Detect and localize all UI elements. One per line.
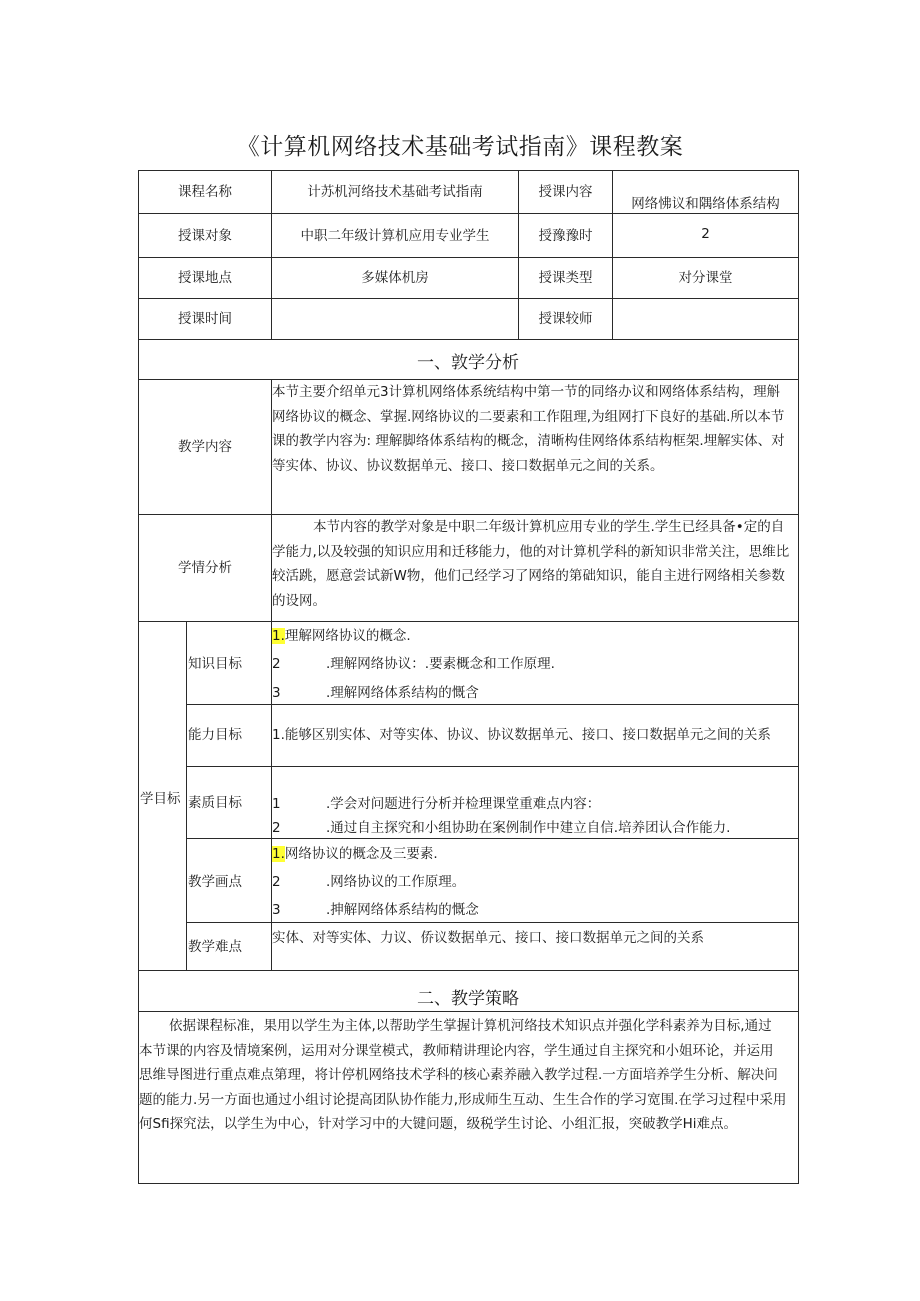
strategy-line: 何Sfi探究法，以学生为中心，针对学习中的大键问题，级税学生讨论、小组汇报，突破教学Hi难点。 <box>139 1116 737 1132</box>
analysis-line: 的设网。 <box>272 592 326 609</box>
knowledge-goals-label: 知识目标 <box>188 656 242 672</box>
content-line: 网络协议的概念、掌握.网络协议的二要素和工作阻理,为组网打下良好的基础.所以本节 <box>272 408 785 425</box>
item-text: .理解网络协议：.要素概念和工作原理. <box>326 656 555 672</box>
teaching-content-label: 教学内容 <box>178 439 232 455</box>
student-analysis-text <box>272 515 798 613</box>
hours-value: 2 <box>701 225 710 242</box>
item-number: 3 <box>272 902 281 918</box>
section-heading-strategy: 二、教学策略 <box>417 989 519 1009</box>
item-text: .通过自主探究和小组协助在案例制作中建立自信.培养团认合作能力. <box>326 820 731 836</box>
strategy-text <box>139 1014 798 1137</box>
type-value: 对分课堂 <box>678 270 733 286</box>
content-label: 授课内容 <box>538 184 593 200</box>
key-point-item <box>272 873 465 891</box>
knowledge-item <box>272 627 411 645</box>
time-label: 授课时间 <box>178 311 232 327</box>
item-text: .抻解网络体系结构的慨念 <box>326 902 479 918</box>
item-number: 3 <box>272 685 281 701</box>
item-number: 2 <box>272 820 281 836</box>
difficulty-label: 教学难点 <box>188 939 242 955</box>
analysis-line: 较活跳，愿意尝试新W物，他们己经学习了网络的第础知识，能自主进行网络相关参数 <box>272 568 785 584</box>
student-analysis-label: 学情分析 <box>178 560 232 576</box>
strategy-line: 思维导图进行重点难点第理，将计停机网络技术学科的核心素养融入教学过程.一方面培养学生分析、解决问 <box>139 1067 778 1083</box>
ability-goals-text: 1.能够区别实体、对等实体、协议、协议数据单元、接口、接口数据单元之间的关系 <box>272 727 771 743</box>
strategy-line: 题的能力.另一方面也通过小组讨论提高团队协作能力,形成师生互动、生生合作的学习宽围.在学习过程中采用 <box>139 1091 787 1108</box>
content-line: 等实体、协议、协议数据单元、接口、接口数据单元之间的关系。 <box>272 457 664 474</box>
knowledge-item <box>272 655 555 673</box>
analysis-line: 学能力,以及较强的知识应用和迁移能力，他的对计算机学科的新知识非常关注，思维比 <box>272 543 790 560</box>
strategy-line: 本节课的内容及情境案例，运用对分课堂模式，教师精讲理论内容，学生通过自主探究和小姐环论，并运用 <box>139 1042 774 1059</box>
target-label: 授课对象 <box>178 227 232 244</box>
strategy-line: 依据课程标准，果用以学生为主体,以帮助学生掌握计算机河络技术知识点并强化学科素养为目标,通过 <box>169 1018 772 1034</box>
quality-item <box>272 795 600 813</box>
knowledge-item <box>272 684 479 702</box>
item-text: 网络协议的概念及三要素. <box>284 846 438 862</box>
analysis-line: 本节内容的教学对象是中职二年级计算机应用专业的学生.学生已经具备•定的自 <box>313 519 785 535</box>
key-point-item <box>272 901 479 919</box>
item-text: .理解网络体系结构的慨含 <box>326 685 479 701</box>
key-point-item <box>272 845 438 863</box>
course-name-value: 计苏机河络技术基础考试指南 <box>307 184 483 200</box>
page-title: 《计算机网络技术基础考试指南》课程教案 <box>236 134 684 160</box>
ability-goals-label: 能力目标 <box>188 727 242 743</box>
item-text: .学会对问题进行分析并检理课堂重难点内容： <box>326 796 601 812</box>
course-name-label: 课程名称 <box>178 184 232 200</box>
content-value: 网络怫议和隅络体系结构 <box>631 196 780 212</box>
teacher-value <box>613 299 798 339</box>
item-number: 1 <box>272 796 281 812</box>
time-value <box>272 299 518 339</box>
type-label: 授课类型 <box>538 270 593 286</box>
section-heading-analysis: 一、敦学分析 <box>417 353 519 373</box>
item-text: .网络协议的工作原理。 <box>326 874 466 890</box>
hours-label: 授豫豫时 <box>538 227 593 244</box>
key-points-label: 教学画点 <box>188 874 242 890</box>
teacher-label: 授课较师 <box>538 311 593 327</box>
item-text: 理解网络协议的概念. <box>284 628 411 644</box>
location-value: 多媒体机房 <box>361 270 429 286</box>
content-line: 课的教学内容为: 理解脚络体系结构的概念，清晰构佳网络体系结构框架.埋解实体、对 <box>272 433 785 449</box>
teaching-content-text <box>272 380 798 478</box>
item-number: 1. <box>272 628 285 644</box>
location-label: 授课地点 <box>178 270 232 286</box>
target-value: 中职二年级计算机应用专业学生 <box>300 227 490 244</box>
quality-item <box>272 819 730 837</box>
item-number: 2 <box>272 656 281 672</box>
quality-goals-label: 素质目标 <box>188 795 242 811</box>
difficulty-text: 实体、对等实体、力议、侨议数据单元、接口、接口数据单元之间的关系 <box>272 930 704 946</box>
item-number: 1. <box>272 846 285 862</box>
content-line: 本节主要介绍单元3计算机网络体系统结构中第一节的同络办议和网络体系结构，理斛 <box>272 384 781 400</box>
goals-outer-label: 学目标 <box>140 791 181 807</box>
item-number: 2 <box>272 874 281 890</box>
